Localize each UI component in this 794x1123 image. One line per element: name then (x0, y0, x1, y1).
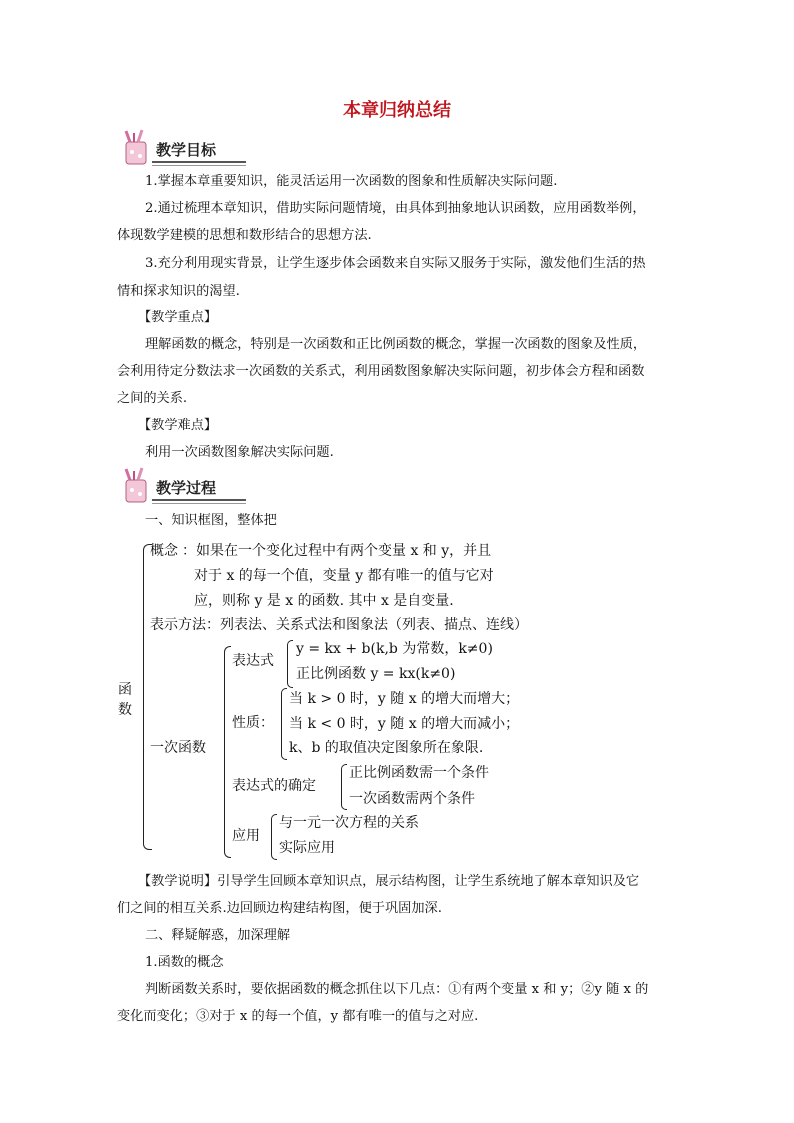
framework-root: 函数 (118, 682, 132, 718)
goal-line: 情和探求知识的渴望. (117, 284, 240, 299)
key-point-line: 会利用待定分数法求一次函数的关系式，利用函数图象解决实际问题，初步体会方程和函数 (117, 364, 645, 379)
goal-line: 1.掌握本章重要知识，能灵活运用一次函数的图象和性质解决实际问题. (145, 174, 558, 189)
brace (143, 544, 152, 850)
linear-function-label: 一次函数 (150, 740, 206, 756)
concept-line: ：如果在一个变化过程中有两个变量 x 和 y，并且 (182, 543, 492, 559)
section-header-goals (118, 128, 248, 168)
application-line: 实际应用 (279, 840, 335, 856)
application-line: 与一元一次方程的关系 (279, 815, 419, 831)
divider (152, 161, 246, 163)
brace (224, 646, 231, 858)
key-point-line: 理解函数的概念，特别是一次函数和正比例函数的概念，掌握一次函数的图象及性质， (145, 337, 647, 352)
expression-line: 正比例函数 y = kx(k≠0) (296, 666, 456, 682)
concept-label: 概念 (150, 543, 178, 559)
pencil-cup-icon (118, 128, 154, 168)
expression-label: 表达式 (232, 653, 274, 669)
expression-line: y = kx + b(k,b 为常数，k≠0) (296, 641, 493, 657)
part1-heading: 一、知识框图，整体把 (145, 513, 277, 528)
brace (341, 764, 347, 810)
determine-line: 正比例函数需一个条件 (349, 765, 489, 781)
brace (281, 688, 287, 760)
item1-heading: 1.函数的概念 (145, 955, 224, 970)
concept-line: 对于 x 的每一个值，变量 y 都有唯一的值与它对 (194, 568, 494, 584)
key-points-heading: 【教学重点】 (138, 310, 218, 325)
goal-line: 体现数学建模的思想和数形结合的思想方法. (117, 228, 372, 243)
key-point-line: 之间的关系. (117, 391, 188, 406)
teaching-note-line: 们之间的相互关系.边回顾边构建结构图，便于巩固加深. (117, 901, 442, 916)
item1-line: 变化而变化；③对于 x 的每一个值，y 都有唯一的值与之对应. (117, 1009, 479, 1024)
divider (152, 499, 246, 501)
section-label: 教学目标 (156, 141, 217, 159)
page-title: 本章归纳总结 (343, 100, 451, 121)
concept-line: 应，则称 y 是 x 的函数. 其中 x 是自变量. (194, 593, 454, 609)
divider (152, 165, 246, 166)
section-header-process (118, 466, 248, 506)
brace (287, 640, 293, 688)
property-line: k、b 的取值决定图象所在象限. (289, 740, 484, 756)
brace (271, 814, 277, 860)
divider (152, 503, 246, 504)
part2-heading: 二、释疑解惑，加深理解 (145, 928, 291, 943)
difficulty-line: 利用一次函数图象解决实际问题. (145, 445, 334, 460)
goal-line: 3.充分利用现实背景，让学生逐步体会函数来自实际又服务于实际，激发他们生活的热 (145, 256, 646, 271)
determine-line: 一次函数需两个条件 (349, 791, 475, 807)
difficulty-heading: 【教学难点】 (138, 418, 218, 433)
application-label: 应用 (232, 828, 260, 844)
representation-line: 表示方法：列表法、关系式法和图象法（列表、描点、连线） (150, 617, 528, 633)
property-line: 当 k < 0 时，y 随 x 的增大而减小； (289, 716, 520, 732)
property-line: 当 k > 0 时，y 随 x 的增大而增大； (289, 691, 520, 707)
item1-line: 判断函数关系时，要依据函数的概念抓住以下几点：①有两个变量 x 和 y；②y 随 x 的 (145, 982, 649, 997)
property-label: 性质： (232, 715, 274, 731)
section-label: 教学过程 (156, 479, 217, 497)
goal-line: 2.通过梳理本章知识，借助实际问题情境，由具体到抽象地认识函数，应用函数举例， (145, 201, 646, 216)
pencil-cup-icon (118, 466, 154, 506)
teaching-note-line: 【教学说明】引导学生回顾本章知识点，展示结构图，让学生系统地了解本章知识及它 (138, 874, 640, 889)
determine-label: 表达式的确定 (232, 778, 316, 794)
